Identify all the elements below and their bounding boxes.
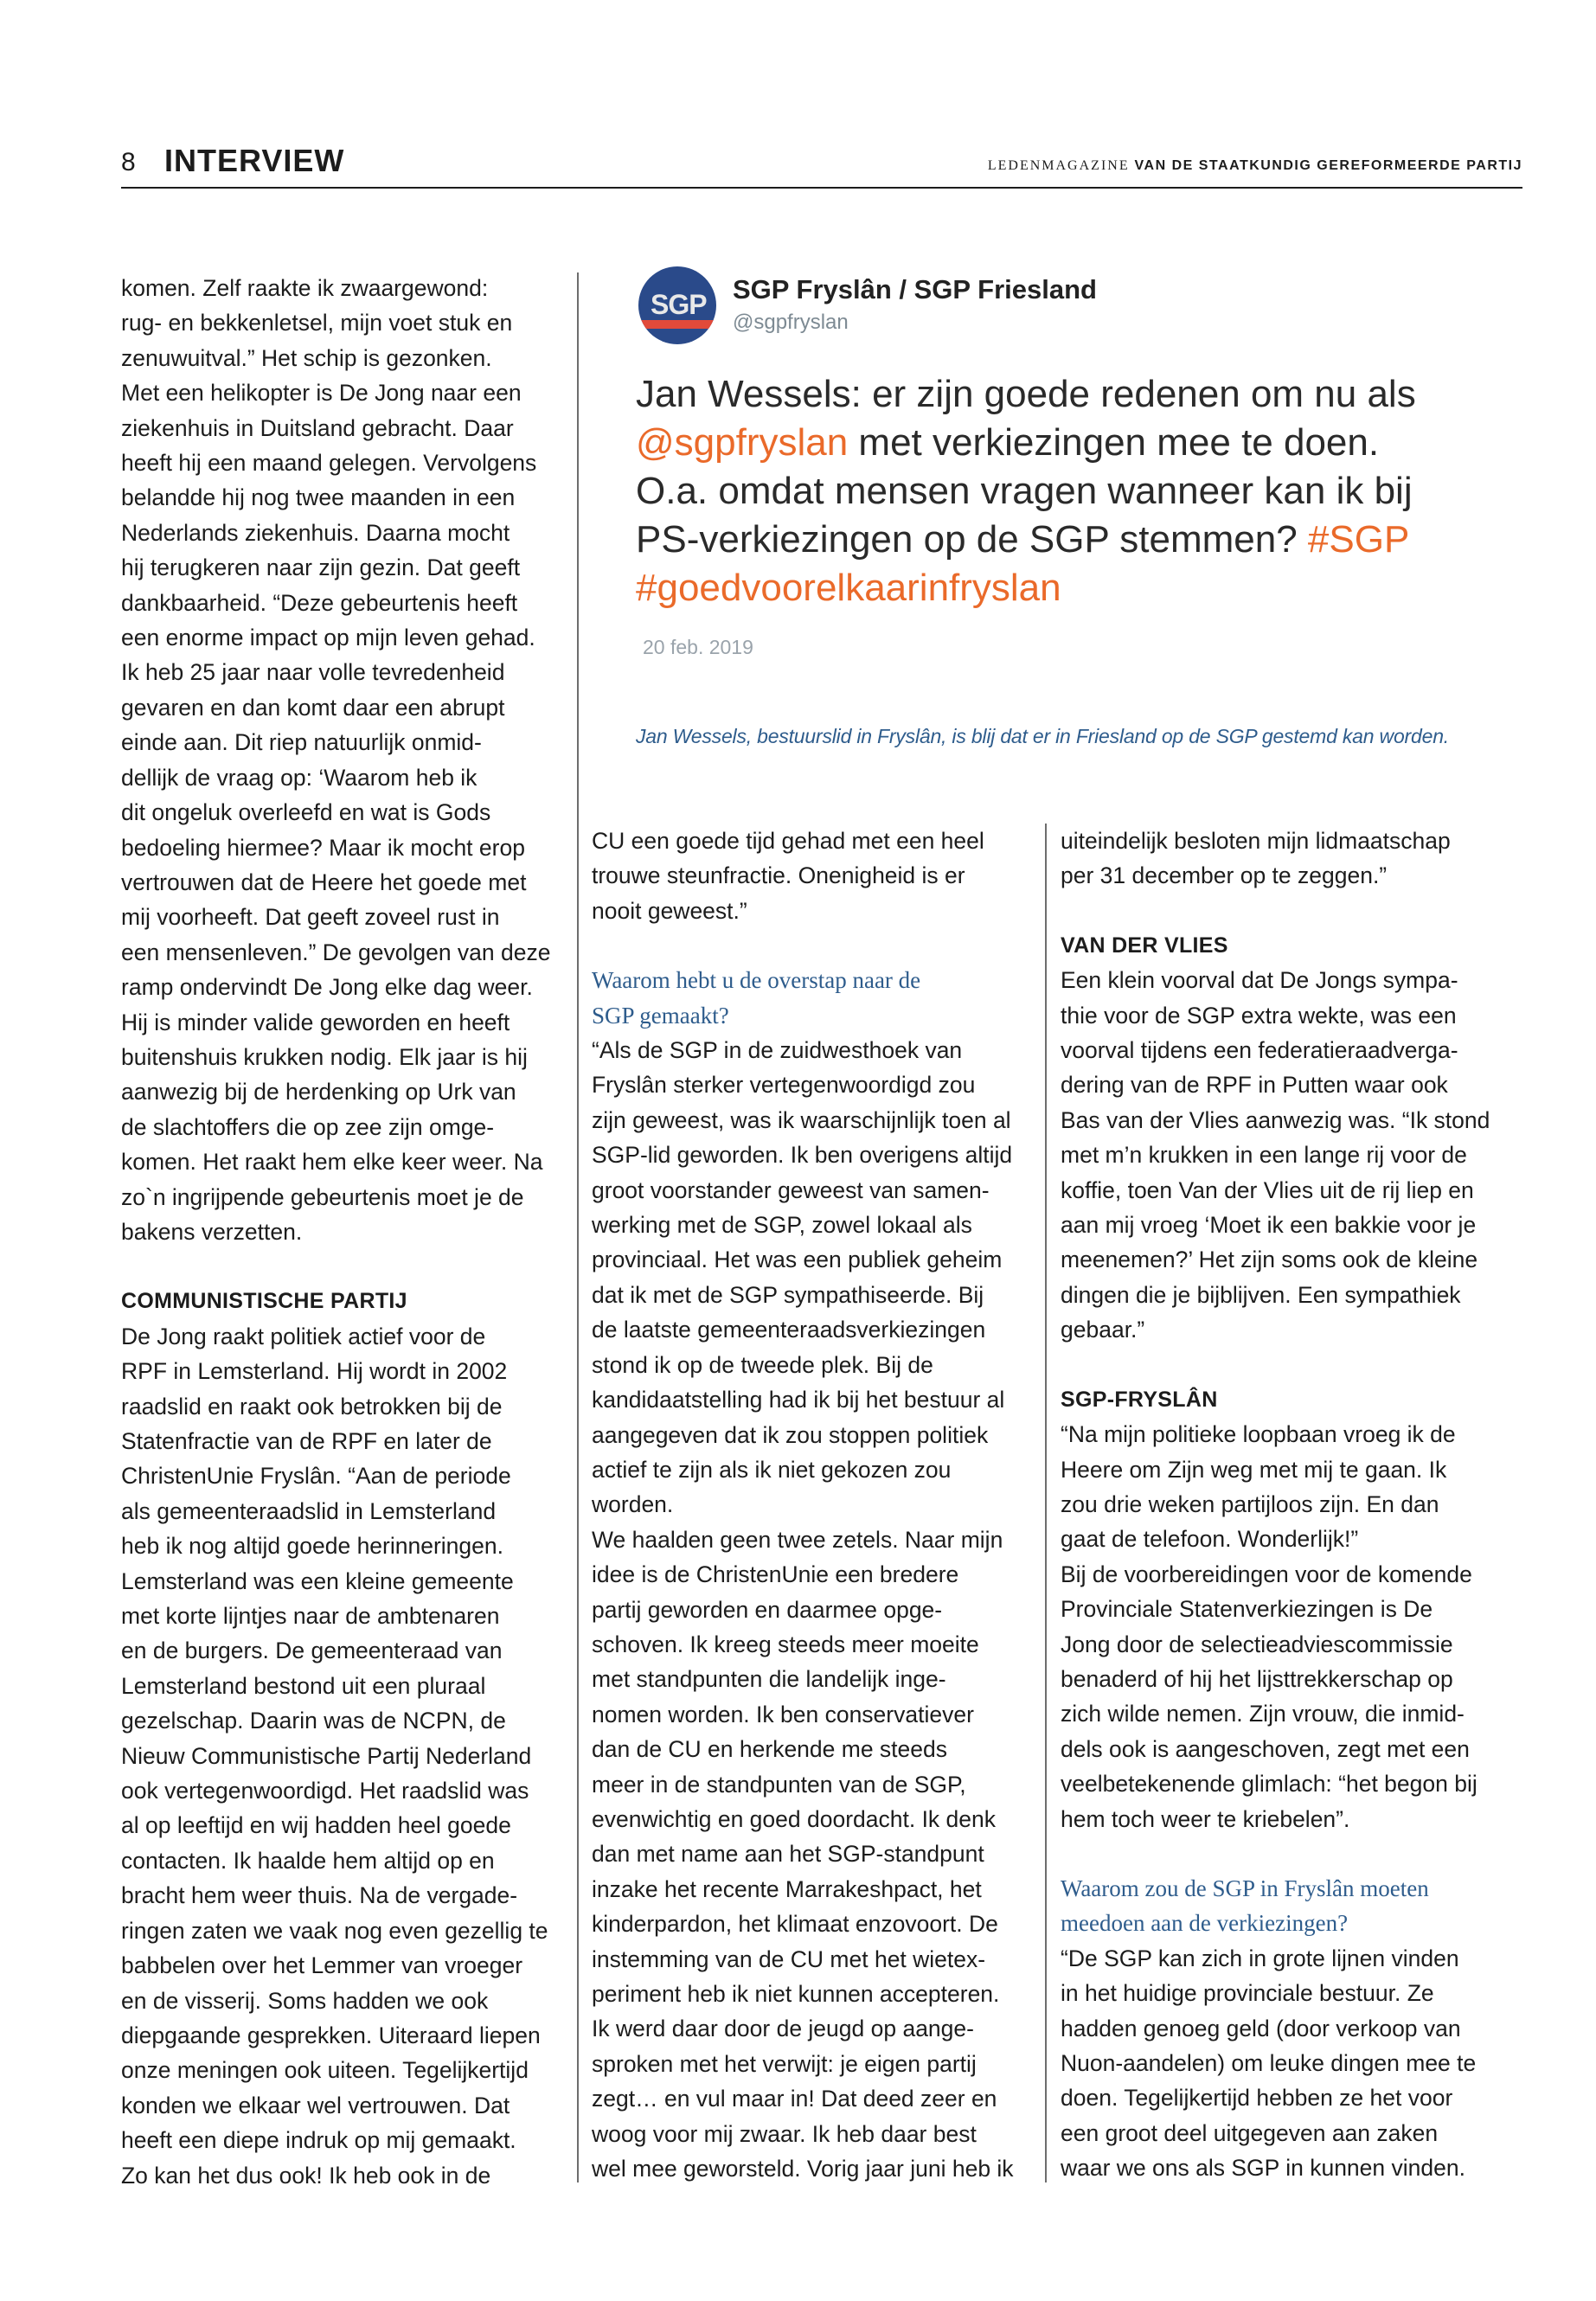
publication-title: [988, 157, 1522, 175]
article-text-line: benaderd of hij het lijsttrekkerschap op: [1061, 1665, 1453, 1692]
article-text-line: dit ongeluk overleefd en wat is Gods: [121, 799, 491, 826]
article-text-line: een enorme impact op mijn leven gehad.: [121, 625, 535, 651]
article-text-line: periment heb ik niet kunnen accepteren.: [592, 1981, 1000, 2007]
article-text-line: gevaren en dan komt daar een abrupt: [121, 694, 505, 721]
tweet-handle: @sgpfryslan: [733, 311, 849, 334]
article-text-line: idee is de ChristenUnie een bredere: [592, 1561, 959, 1588]
interview-question: meedoen aan de verkiezingen?: [1061, 1910, 1349, 1937]
tweet-mention: @sgpfryslan: [636, 421, 849, 464]
tweet-date: 20 feb. 2019: [643, 636, 753, 658]
paragraph-gap: [1061, 894, 1510, 928]
article-text-line: heeft hij een maand gelegen. Vervolgens: [121, 450, 537, 477]
article-text-line: zou drie weken partijloos zijn. En dan: [1061, 1490, 1439, 1517]
page-number: 8: [121, 148, 136, 176]
article-text-line: dankbaarheid. “Deze gebeurtenis heeft: [121, 589, 518, 616]
article-text-line: vertrouwen dat de Heere het goede met: [121, 868, 527, 895]
article-text-line: al op leeftijd en wij hadden heel goede: [121, 1812, 511, 1839]
article-text-line: Provinciale Statenverkiezingen is De: [1061, 1596, 1433, 1623]
article-text-line: en de burgers. De gemeenteraad van: [121, 1638, 503, 1664]
article-text-line: een groot deel uitgegeven aan zaken: [1061, 2119, 1439, 2146]
article-text-line: actief te zijn als ik niet gekozen zou: [592, 1456, 952, 1483]
article-text-line: zich wilde nemen. Zijn vrouw, die inmid-: [1061, 1701, 1465, 1727]
article-text-line: “De SGP kan zich in grote lijnen vinden: [1061, 1945, 1459, 1971]
article-text-line: CU een goede tijd gehad met een heel: [592, 828, 984, 854]
column-divider-2: [1045, 824, 1047, 2182]
article-text-line: zo`n ingrijpende gebeurtenis moet je de: [121, 1183, 524, 1210]
article-text-line: met standpunten die landelijk inge-: [592, 1666, 946, 1693]
tweet-hashtag: #goedvoorelkaarinfryslan: [636, 567, 1061, 609]
article-column-1: [121, 271, 571, 2193]
article-text-line: evenwichtig en goed doordacht. Ik denk: [592, 1805, 997, 1832]
article-text-line: inzake het recente Marrakeshpact, het: [592, 1875, 982, 1902]
article-text-line: dering van de RPF in Putten waar ook: [1061, 1072, 1448, 1099]
article-text-line: bakens verzetten.: [121, 1218, 303, 1245]
article-text-line: een mensenleven.” De gevolgen van deze: [121, 939, 551, 965]
article-text-line: Heere om Zijn weg met mij te gaan. Ik: [1061, 1456, 1447, 1483]
article-text-line: gaat de telefoon. Wonderlijk!”: [1061, 1526, 1359, 1553]
article-text-line: Een klein voorval dat De Jongs sympa-: [1061, 967, 1458, 994]
section-subheading: VAN DER VLIES: [1061, 933, 1228, 958]
article-text-line: Nederlands ziekenhuis. Daarna mocht: [121, 519, 510, 546]
article-text-line: nomen worden. Ik ben conservatiever: [592, 1701, 974, 1727]
article-text-line: babbelen over het Lemmer van vroeger: [121, 1952, 523, 1979]
article-text-line: hem toch weer te kriebelen”.: [1061, 1805, 1350, 1832]
article-text-line: stond ik op de tweede plek. Bij de: [592, 1351, 933, 1378]
article-text-line: aanwezig bij de herdenking op Urk van: [121, 1079, 516, 1106]
article-text-line: provinciaal. Het was een publiek geheim: [592, 1247, 1003, 1273]
article-text-line: koffie, toen Van der Vlies uit de rij liep en: [1061, 1176, 1474, 1203]
article-text-line: zenuwuitval.” Het schip is gezonken.: [121, 344, 492, 371]
article-text-line: waar we ons als SGP in kunnen vinden.: [1061, 2155, 1465, 2182]
article-text-line: met m’n krukken in een lange rij voor de: [1061, 1142, 1467, 1169]
article-text-line: Lemsterland was een kleine gemeente: [121, 1567, 514, 1594]
article-text-line: belandde hij nog twee maanden in een: [121, 484, 516, 511]
header-rule: [121, 187, 1522, 189]
article-text-line: SGP-lid geworden. Ik ben overigens altijd: [592, 1142, 1013, 1169]
article-text-line: wel mee geworsteld. Vorig jaar juni heb ik: [592, 2156, 1014, 2182]
article-text-line: raadslid en raakt ook betrokken bij de: [121, 1393, 503, 1420]
article-text-line: onze meningen ook uiteen. Tegelijkertijd: [121, 2057, 529, 2084]
article-text-line: worden.: [592, 1491, 674, 1518]
article-text-line: thie voor de SGP extra wekte, was een: [1061, 1002, 1457, 1029]
article-text-line: gezelschap. Daarin was de NCPN, de: [121, 1708, 506, 1734]
column-divider-1: [577, 272, 579, 2182]
article-text-line: komen. Het raakt hem elke keer weer. Na: [121, 1149, 543, 1176]
article-text-line: Nieuw Communistische Partij Nederland: [121, 1742, 532, 1769]
tweet-text-part: met verkiezingen mee te doen.: [848, 421, 1380, 464]
article-text-line: uiteindelijk besloten mijn lidmaatschap: [1061, 828, 1451, 854]
article-text-line: Ik heb 25 jaar naar volle tevredenheid: [121, 659, 505, 686]
article-text-line: Zo kan het dus ook! Ik heb ook in de: [121, 2162, 491, 2189]
article-column-2: [592, 824, 1033, 2186]
article-text-line: De Jong raakt politiek actief voor de: [121, 1323, 486, 1349]
article-text-line: en de visserij. Soms hadden we ook: [121, 1987, 489, 2014]
paragraph-gap: [592, 928, 1033, 963]
article-text-line: woog voor mij zwaar. Ik heb daar best: [592, 2120, 977, 2147]
article-text-line: partij geworden en daarmee opge-: [592, 1596, 943, 1623]
article-text-line: doen. Tegelijkertijd hebben ze het voor: [1061, 2085, 1453, 2112]
article-text-line: Ik werd daar door de jeugd op aange-: [592, 2016, 974, 2042]
tweet-account-name: SGP Fryslân / SGP Friesland: [733, 274, 1097, 304]
sgp-avatar: [638, 266, 716, 344]
article-text-line: instemming van de CU met het wietex-: [592, 1945, 986, 1972]
article-text-line: dat ik met de SGP sympathiseerde. Bij: [592, 1281, 984, 1308]
article-text-line: Met een helikopter is De Jong naar een: [121, 380, 522, 407]
paragraph-gap: [1061, 1348, 1510, 1382]
article-text-line: gebaar.”: [1061, 1317, 1145, 1343]
article-text-line: mij voorheeft. Dat geeft zoveel rust in: [121, 904, 500, 931]
tweet-line: Jan Wessels: er zijn goede redenen om nu als: [636, 373, 1416, 415]
article-text-line: nooit geweest.”: [592, 897, 747, 924]
article-text-line: diepgaande gesprekken. Uiteraard liepen: [121, 2022, 541, 2048]
article-text-line: de laatste gemeenteraadsverkiezingen: [592, 1317, 986, 1343]
article-text-line: heeft een diepe indruk op mij gemaakt.: [121, 2127, 516, 2154]
article-text-line: voorval tijdens een federatieraadverga-: [1061, 1037, 1458, 1064]
article-text-line: kandidaatstelling had ik bij het bestuur al: [592, 1387, 1005, 1413]
article-text-line: per 31 december op te zeggen.”: [1061, 862, 1388, 889]
article-text-line: einde aan. Dit riep natuurlijk onmid-: [121, 729, 482, 756]
section-title: INTERVIEW: [164, 143, 345, 178]
interview-question: Waarom hebt u de overstap naar de: [592, 967, 921, 994]
article-text-line: We haalden geen twee zetels. Naar mijn: [592, 1526, 1003, 1553]
article-text-line: aan mij vroeg ‘Moet ik een bakkie voor je: [1061, 1212, 1477, 1239]
article-text-line: Jong door de selectieadviescommissie: [1061, 1631, 1453, 1657]
tweet-line: O.a. omdat mensen vragen wanneer kan ik bij: [636, 470, 1413, 512]
article-text-line: dels ook is aangeschoven, zegt met een: [1061, 1735, 1470, 1762]
tweet-text: [636, 370, 1535, 612]
article-text-line: ziekenhuis in Duitsland gebracht. Daar: [121, 414, 514, 441]
article-text-line: bracht hem weer thuis. Na de vergade-: [121, 1882, 518, 1909]
publication-title-light: LEDENMAGAZINE: [987, 158, 1130, 173]
article-text-line: dellijk de vraag op: ‘Waarom heb ik: [121, 764, 478, 791]
article-text-line: werking met de SGP, zowel lokaal als: [592, 1212, 972, 1239]
article-text-line: heb ik nog altijd goede herinneringen.: [121, 1533, 503, 1560]
article-text-line: Bij de voorbereidingen voor de komende: [1061, 1561, 1472, 1587]
paragraph-gap: [1061, 1836, 1510, 1871]
article-text-line: aangegeven dat ik zou stoppen politiek: [592, 1421, 989, 1448]
section-subheading: COMMUNISTISCHE PARTIJ: [121, 1289, 407, 1314]
article-text-line: Statenfractie van de RPF en later de: [121, 1428, 492, 1454]
article-text-line: dingen die je bijblijven. Een sympathiek: [1061, 1281, 1461, 1308]
article-column-3: [1061, 824, 1510, 2186]
article-text-line: trouwe steunfractie. Onenigheid is er: [592, 862, 965, 889]
article-text-line: als gemeenteraadslid in Lemsterland: [121, 1497, 497, 1524]
article-text-line: kinderpardon, het klimaat enzovoort. De: [592, 1911, 998, 1938]
embedded-tweet: [636, 266, 1522, 673]
article-text-line: veelbetekenende glimlach: “het begon bij: [1061, 1771, 1477, 1798]
tweet-text-part: PS-verkiezingen op de SGP stemmen?: [636, 518, 1308, 561]
publication-title-bold: VAN DE STAATKUNDIG GEREFORMEERDE PARTIJ: [1134, 158, 1522, 173]
article-text-line: hij terugkeren naar zijn gezin. Dat geeft: [121, 554, 521, 581]
article-text-line: dan met name aan het SGP-standpunt: [592, 1841, 984, 1868]
article-text-line: hadden genoeg geld (door verkoop van: [1061, 2015, 1461, 2041]
article-text-line: de slachtoffers die op zee zijn omge-: [121, 1113, 495, 1140]
interview-question: SGP gemaakt?: [592, 1002, 729, 1029]
article-text-line: dan de CU en herkende me steeds: [592, 1736, 948, 1763]
tweet-line: [636, 516, 1535, 564]
article-text-line: ook vertegenwoordigd. Het raadslid was: [121, 1778, 529, 1804]
paragraph-gap: [121, 1249, 571, 1284]
article-text-line: “Als de SGP in de zuidwesthoek van: [592, 1037, 963, 1064]
article-text-line: in het huidige provinciale bestuur. Ze: [1061, 1980, 1434, 2007]
article-text-line: groot voorstander geweest van samen-: [592, 1176, 990, 1203]
article-text-line: sproken met het verwijt: je eigen partij: [592, 2050, 977, 2077]
tweet-line: [636, 419, 1535, 467]
article-text-line: zegt… en vul maar in! Dat deed zeer en: [592, 2086, 997, 2112]
article-text-line: buitenshuis krukken nodig. Elk jaar is hij: [121, 1043, 528, 1070]
article-text-line: Fryslân sterker vertegenwoordigd zou: [592, 1072, 976, 1099]
article-text-line: rug- en bekkenletsel, mijn voet stuk en: [121, 310, 513, 336]
article-text-line: contacten. Ik haalde hem altijd op en: [121, 1847, 495, 1874]
avatar-stripe: [638, 320, 716, 329]
article-text-line: ramp ondervindt De Jong elke dag weer.: [121, 974, 533, 1001]
photo-caption: Jan Wessels, bestuurslid in Fryslân, is blij dat er in Friesland op de SGP gestemd kan worden.: [636, 725, 1449, 747]
article-text-line: ringen zaten we vaak nog even gezellig te: [121, 1917, 548, 1944]
article-text-line: Nuon-aandelen) om leuke dingen mee te: [1061, 2050, 1477, 2076]
article-text-line: Bas van der Vlies aanwezig was. “Ik stond: [1061, 1106, 1490, 1133]
article-text-line: met korte lijntjes naar de ambtenaren: [121, 1603, 500, 1630]
article-text-line: komen. Zelf raakte ik zwaargewond:: [121, 275, 489, 301]
article-text-line: schoven. Ik kreeg steeds meer moeite: [592, 1631, 979, 1657]
article-text-line: meer in de standpunten van de SGP,: [592, 1771, 966, 1798]
article-text-line: meenemen?’ Het zijn soms ook de kleine: [1061, 1247, 1478, 1273]
interview-question: Waarom zou de SGP in Fryslân moeten: [1061, 1875, 1429, 1901]
avatar-logo-text: SGP: [651, 289, 707, 320]
article-text-line: konden we elkaar wel vertrouwen. Dat: [121, 2092, 510, 2118]
tweet-hashtag: #SGP: [1307, 518, 1410, 561]
article-text-line: zijn geweest, was ik waarschijnlijk toen al: [592, 1106, 1011, 1133]
article-text-line: RPF in Lemsterland. Hij wordt in 2002: [121, 1358, 508, 1385]
article-text-line: Hij is minder valide geworden en heeft: [121, 1009, 510, 1035]
section-subheading: SGP-FRYSLÂN: [1061, 1387, 1218, 1412]
article-text-line: “Na mijn politieke loopbaan vroeg ik de: [1061, 1421, 1456, 1448]
article-text-line: Lemsterland bestond uit een pluraal: [121, 1672, 486, 1699]
article-text-line: ChristenUnie Fryslân. “Aan de periode: [121, 1463, 511, 1490]
article-text-line: bedoeling hiermee? Maar ik mocht erop: [121, 834, 525, 861]
